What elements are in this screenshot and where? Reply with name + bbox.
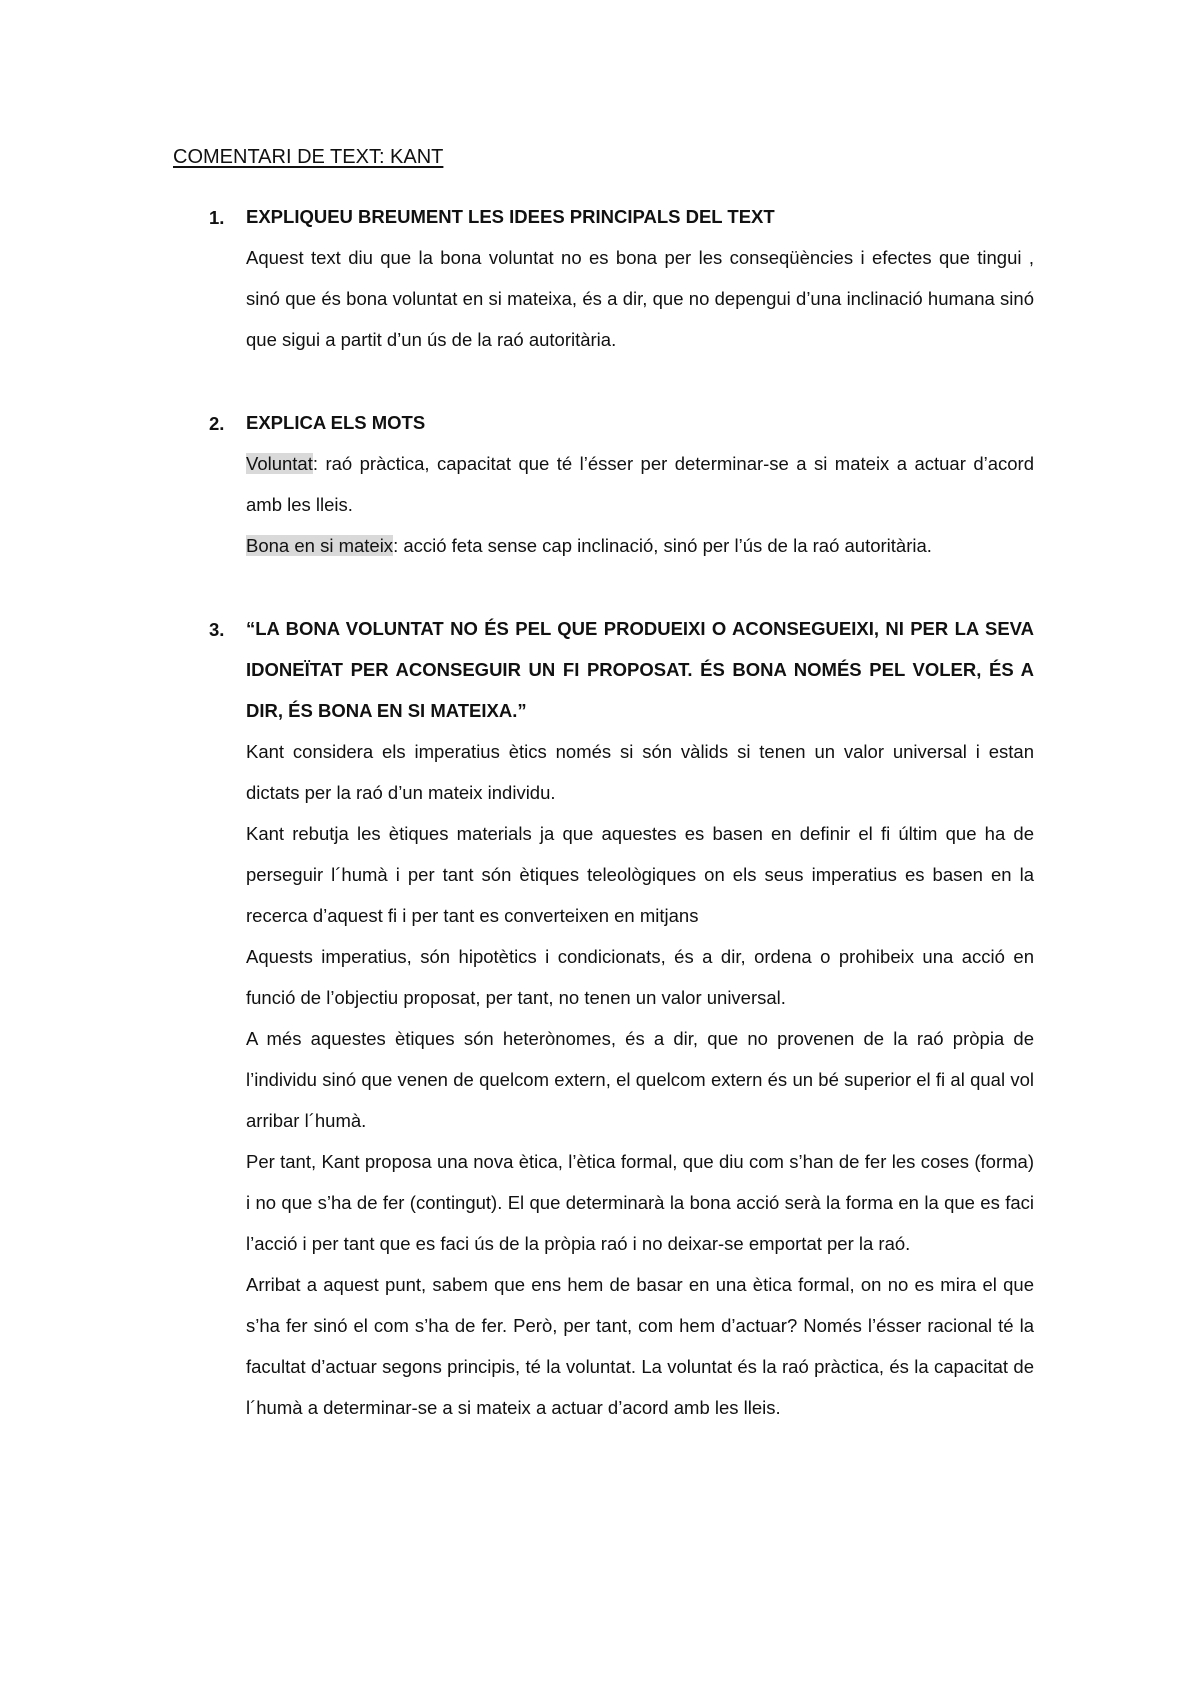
document-title: COMENTARI DE TEXT: KANT bbox=[173, 146, 444, 168]
definition-text: : acció feta sense cap inclinació, sinó per l’ús de la raó autoritària. bbox=[393, 535, 932, 556]
definition-voluntat bbox=[246, 443, 1034, 525]
paragraph: A més aquestes ètiques són heterònomes, és a dir, que no provenen de la raó pròpia de l’individu sinó que venen de quelcom extern, el quelcom extern és un bé superior el fi al qual vol arribar l´humà. bbox=[246, 1028, 1034, 1131]
section-number: 1. bbox=[209, 207, 225, 228]
section-body bbox=[246, 443, 1034, 566]
paragraph: Kant considera els imperatius ètics només si són vàlids si tenen un valor universal i estan dictats per la raó d’un mateix individu. bbox=[246, 741, 1034, 803]
definition-bona bbox=[246, 525, 1034, 566]
paragraph: Kant rebutja les ètiques materials ja que aquestes es basen en definir el fi últim que ha de perseguir l´humà i per tant són ètiques teleològiques on els seus imperatius es basen en la recerca d’aquest fi i per tant es converteixen en mitjans bbox=[246, 823, 1034, 926]
section-heading: EXPLIQUEU BREUMENT LES IDEES PRINCIPALS DEL TEXT bbox=[246, 206, 775, 227]
paragraph: Aquest text diu que la bona voluntat no es bona per les conseqüències i efectes que tingui , sinó que és bona voluntat en si mateixa, és a dir, que no depengui d’una inclinació humana sinó que sigui a partit d’un ús de la raó autoritària. bbox=[246, 247, 1034, 350]
section-body bbox=[246, 237, 1034, 360]
definition-text: : raó pràctica, capacitat que té l’ésser per determinar-se a si mateix a actuar d’acord amb les lleis. bbox=[246, 453, 1034, 515]
paragraph: Aquests imperatius, són hipotètics i condicionats, és a dir, ordena o prohibeix una acció en funció de l’objectiu proposat, per tant, no tenen un valor universal. bbox=[246, 946, 1034, 1008]
paragraph: Per tant, Kant proposa una nova ètica, l’ètica formal, que diu com s’han de fer les coses (forma) i no que s’ha de fer (contingut). El que determinarà la bona acció serà la forma en la que es faci l’acció i per tant que es faci ús de la pròpia raó i no deixar-se emportat per la raó. bbox=[246, 1151, 1034, 1254]
section-heading: “LA BONA VOLUNTAT NO ÉS PEL QUE PRODUEIXI O ACONSEGUEIXI, NI PER LA SEVA IDONEÏTAT PER ACONSEGUIR UN FI PROPOSAT. ÉS BONA NOMÉS PEL VOLER, ÉS A DIR, ÉS BONA EN SI MATEIXA.” bbox=[246, 618, 1034, 721]
section-heading: EXPLICA ELS MOTS bbox=[246, 412, 426, 433]
section-body bbox=[246, 731, 1034, 1428]
term-highlight: Voluntat bbox=[246, 453, 313, 474]
term-highlight: Bona en si mateix bbox=[246, 535, 394, 556]
section-number: 3. bbox=[209, 619, 225, 640]
paragraph: Arribat a aquest punt, sabem que ens hem de basar en una ètica formal, on no es mira el que s’ha fer sinó el com s’ha de fer. Però, per tant, com hem d’actuar? Només l’ésser racional té la facultat d’actuar segons principis, té la voluntat. La voluntat és la raó pràctica, és la capacitat de l´humà a determinar-se a si mateix a actuar d’acord amb les lleis. bbox=[246, 1274, 1034, 1418]
section-number: 2. bbox=[209, 413, 225, 434]
